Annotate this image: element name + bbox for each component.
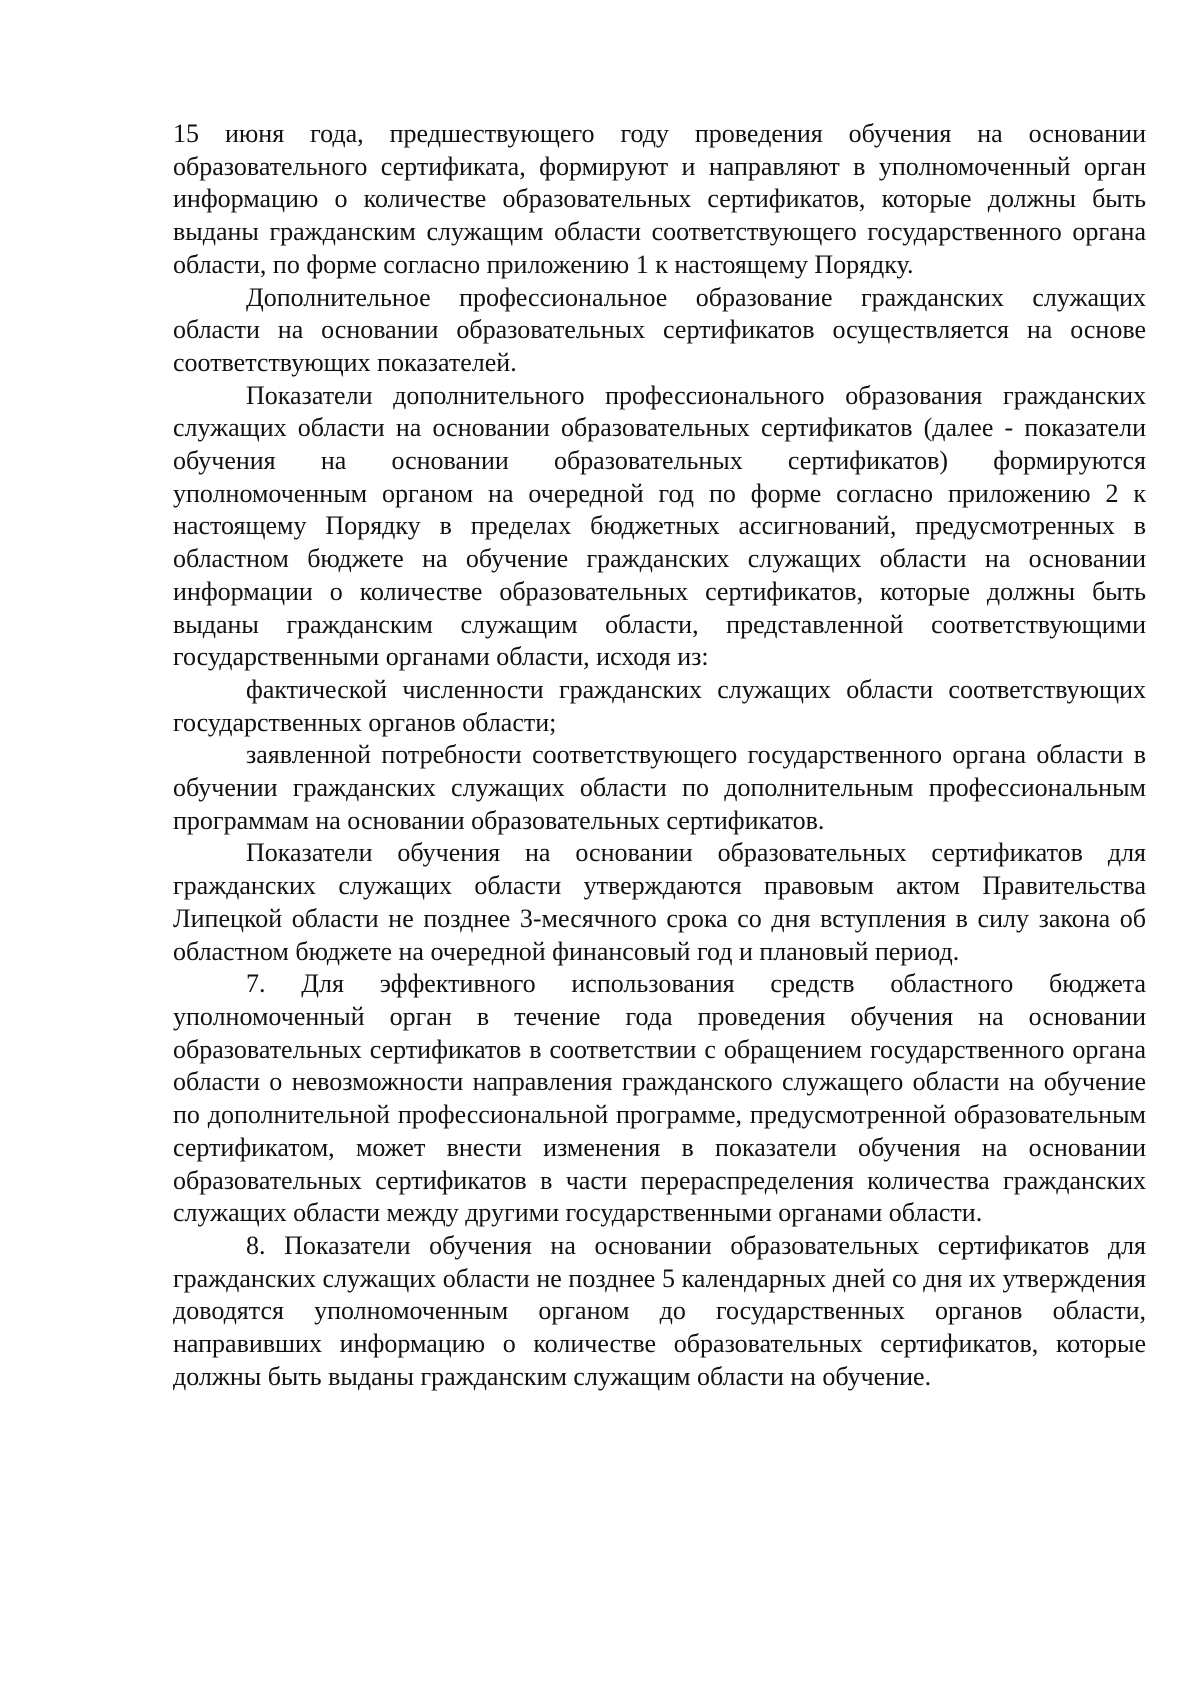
paragraph-indicators-approval: Показатели обучения на основании образовательных сертификатов для гражданских служащих области утверждаются правовым актом Правительства Липецкой области не позднее 3-месячного срока со дня вступления в силу закона об областном бюджете на очередной финансовый год и плановый период. <box>173 838 1146 966</box>
paragraph-dpo-basis: Дополнительное профессиональное образование гражданских служащих области на основании образовательных сертификатов осуществляется на основе соответствующих показателей. <box>173 282 1146 377</box>
paragraph-indicators-formation: Показатели дополнительного профессионального образования гражданских служащих области на основании образовательных сертификатов (далее - показатели обучения на основании образовательных сертификатов) формируются уполномоченным органом на очередной год по форме согласно приложению 2 к настоящему Порядку в пределах бюджетных ассигнований, предусмотренных в областном бюджете на обучение гражданских служащих области на основании информации о количестве образовательных сертификатов, которые должны быть выданы гражданским служащим области, представленной соответствующими государственными органами области, исходя из: <box>173 380 1146 672</box>
paragraph-declared-need: заявленной потребности соответствующего государственного органа области в обучении гражданских служащих области по дополнительным профессиональным программам на основании образовательных сертификатов. <box>173 740 1146 835</box>
paragraph-item-7: 7. Для эффективного использования средств областного бюджета уполномоченный орган в течение года проведения обучения на основании образовательных сертификатов в соответствии с обращением государственного органа области о невозможности направления гражданского служащего области на обучение по дополнительной профессиональной программе, предусмотренной образовательным сертификатом, может внести изменения в показатели обучения на основании образовательных сертификатов в части перераспределения количества гражданских служащих области между другими государственными органами области. <box>173 969 1146 1228</box>
document-body <box>173 118 1146 1393</box>
paragraph-actual-staff: фактической численности гражданских служащих области соответствующих государственных органов области; <box>173 674 1146 737</box>
paragraph-item-8: 8. Показатели обучения на основании образовательных сертификатов для гражданских служащих области не позднее 5 календарных дней со дня их утверждения доводятся уполномоченным органом до государственных органов области, направивших информацию о количестве образовательных сертификатов, которые должны быть выданы гражданским служащим области на обучение. <box>173 1230 1146 1391</box>
paragraph-continuation: 15 июня года, предшествующего году проведения обучения на основании образовательного сертификата, формируют и направляют в уполномоченный орган информацию о количестве образовательных сертификатов, которые должны быть выданы гражданским служащим области соответствующего государственного органа области, по форме согласно приложению 1 к настоящему Порядку. <box>173 119 1146 279</box>
